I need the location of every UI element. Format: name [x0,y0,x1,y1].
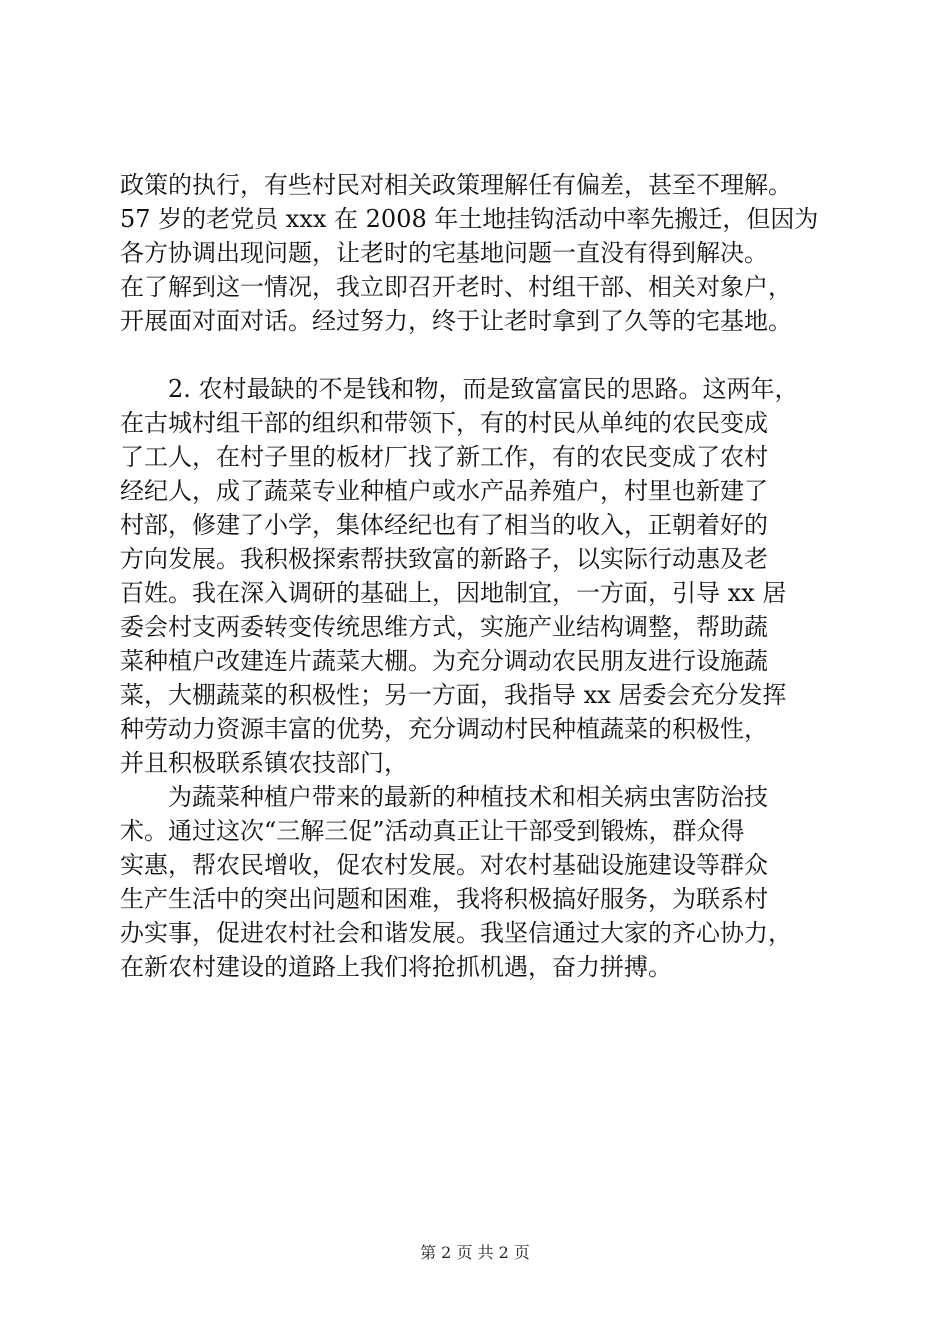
text-line: 在新农村建设的道路上我们将抢抓机遇，奋力拼搏。 [120,953,672,981]
text-line: 百姓。我在深入调研的基础上，因地制宜，一方面，引导 xx 居 [120,579,787,607]
text-line: 委会村支两委转变传统思维方式，实施产业结构调整，帮助蔬 [120,613,768,641]
page-footer [0,1243,950,1263]
text-line: 为蔬菜种植户带来的最新的种植技术和相关病虫害防治技 [120,783,768,811]
text-line: 了工人，在村子里的板材厂找了新工作，有的农民变成了农村 [120,443,768,471]
text-line: 方向发展。我积极探索帮扶致富的新路子，以实际行动惠及老 [120,545,768,573]
text-line: 并且积极联系镇农技部门， [120,749,408,777]
text-line: 各方协调出现问题，让老时的宅基地问题一直没有得到解决。 [120,239,768,267]
text-line: 经纪人，成了蔬菜专业种植户或水产品养殖户，村里也新建了 [120,477,768,505]
text-line: 种劳动力资源丰富的优势，充分调动村民种植蔬菜的积极性， [120,715,768,743]
document-body [120,168,840,984]
text-line: 菜，大棚蔬菜的积极性；另一方面，我指导 xx 居委会充分发挥 [120,681,787,709]
paragraph-gap [120,338,840,372]
text-line: 2. 农村最缺的不是钱和物，而是致富富民的思路。这两年， [120,375,799,403]
text-line: 政策的执行，有些村民对相关政策理解任有偏差，甚至不理解。 [120,171,792,199]
text-line: 开展面对面对话。经过努力，终于让老时拿到了久等的宅基地。 [120,307,792,335]
text-line: 办实事，促进农村社会和谐发展。我坚信通过大家的齐心协力， [120,919,792,947]
text-line: 在了解到这一情况，我立即召开老时、村组干部、相关对象户， [120,273,792,301]
text-line: 实惠，帮农民增收，促农村发展。对农村基础设施建设等群众 [120,851,768,879]
text-line: 57 岁的老党员 xxx 在 2008 年土地挂钩活动中率先搬迁，但因为 [120,205,819,233]
text-line: 菜种植户改建连片蔬菜大棚。为充分调动农民朋友进行设施蔬 [120,647,768,675]
text-line: 村部，修建了小学，集体经纪也有了相当的收入，正朝着好的 [120,511,768,539]
text-line: 生产生活中的突出问题和困难，我将积极搞好服务，为联系村 [120,885,768,913]
page-number: 第 2 页 共 2 页 [420,1243,530,1262]
text-line: 在古城村组干部的组织和带领下，有的村民从单纯的农民变成 [120,409,768,437]
text-line: 术。通过这次“三解三促”活动真正让干部受到锻炼，群众得 [120,817,745,845]
